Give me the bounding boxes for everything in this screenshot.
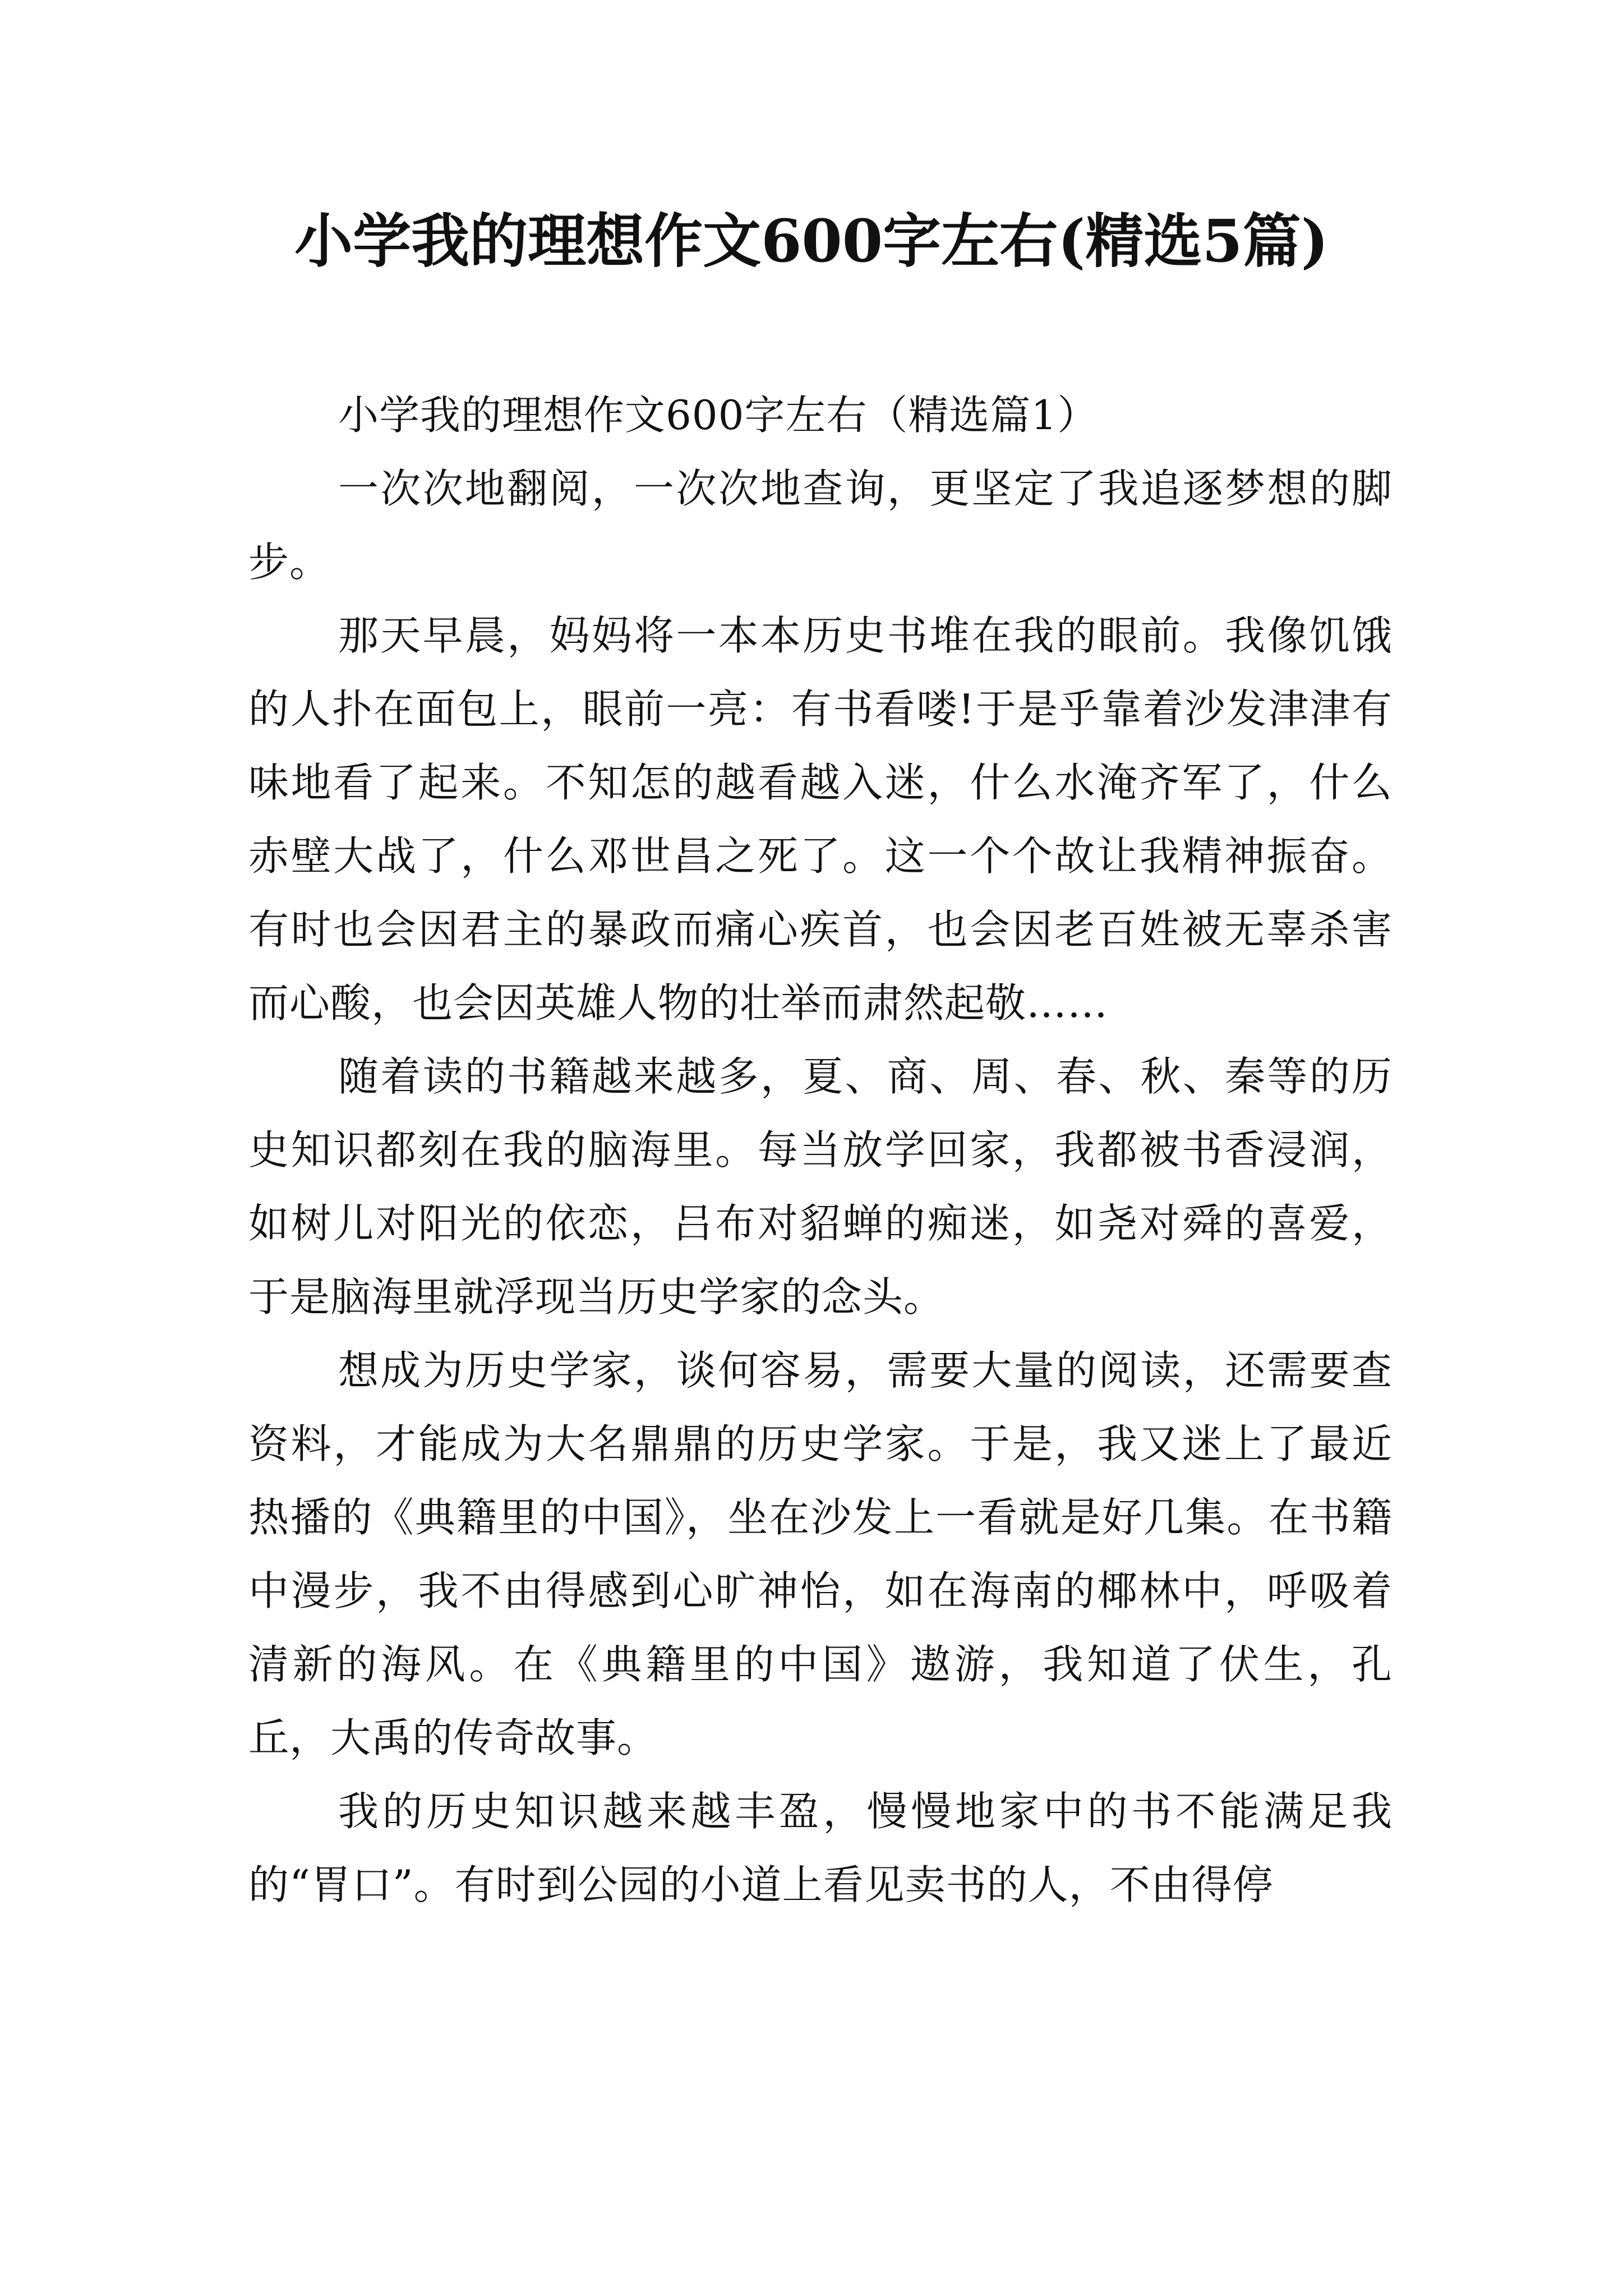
document-body: [248, 379, 1393, 1922]
paragraph: 那天早晨，妈妈将一本本历史书堆在我的眼前。我像饥饿的人扑在面包上，眼前一亮：有书看喽!于是乎靠着沙发津津有味地看了起来。不知怎的越看越入迷，什么水淹齐军了，什么赤壁大战了，什么邓世昌之死了。这一个个故让我精神振奋。有时也会因君主的暴政而痛心疾首，也会因老百姓被无辜杀害而心酸，也会因英雄人物的壮举而肃然起敬……: [248, 612, 1393, 1027]
paragraph: 随着读的书籍越来越多，夏、商、周、春、秋、秦等的历史知识都刻在我的脑海里。每当放学回家，我都被书香浸润，如树儿对阳光的依恋，吕布对貂蝉的痴迷，如尧对舜的喜爱，于是脑海里就浮现当历史学家的念头。: [248, 1053, 1393, 1320]
document-title: 小学我的理想作文600字左右(精选5篇): [294, 206, 1329, 275]
paragraph: 一次次地翻阅，一次次地查询，更坚定了我追逐梦想的脚步。: [248, 465, 1393, 586]
section-heading: 小学我的理想作文600字左右（精选篇1）: [338, 392, 1099, 439]
paragraph: 我的历史知识越来越丰盈，慢慢地家中的书不能满足我的“胃口”。有时到公园的小道上看见卖书的人，不由得停: [248, 1788, 1393, 1908]
paragraph: 想成为历史学家，谈何容易，需要大量的阅读，还需要查资料，才能成为大名鼎鼎的历史学家。于是，我又迷上了最近热播的《典籍里的中国》，坐在沙发上一看就是好几集。在书籍中漫步，我不由得感到心旷神怡，如在海南的椰林中，呼吸着清新的海风。在《典籍里的中国》遨游，我知道了伏生，孔丘，大禹的传奇故事。: [248, 1347, 1393, 1761]
